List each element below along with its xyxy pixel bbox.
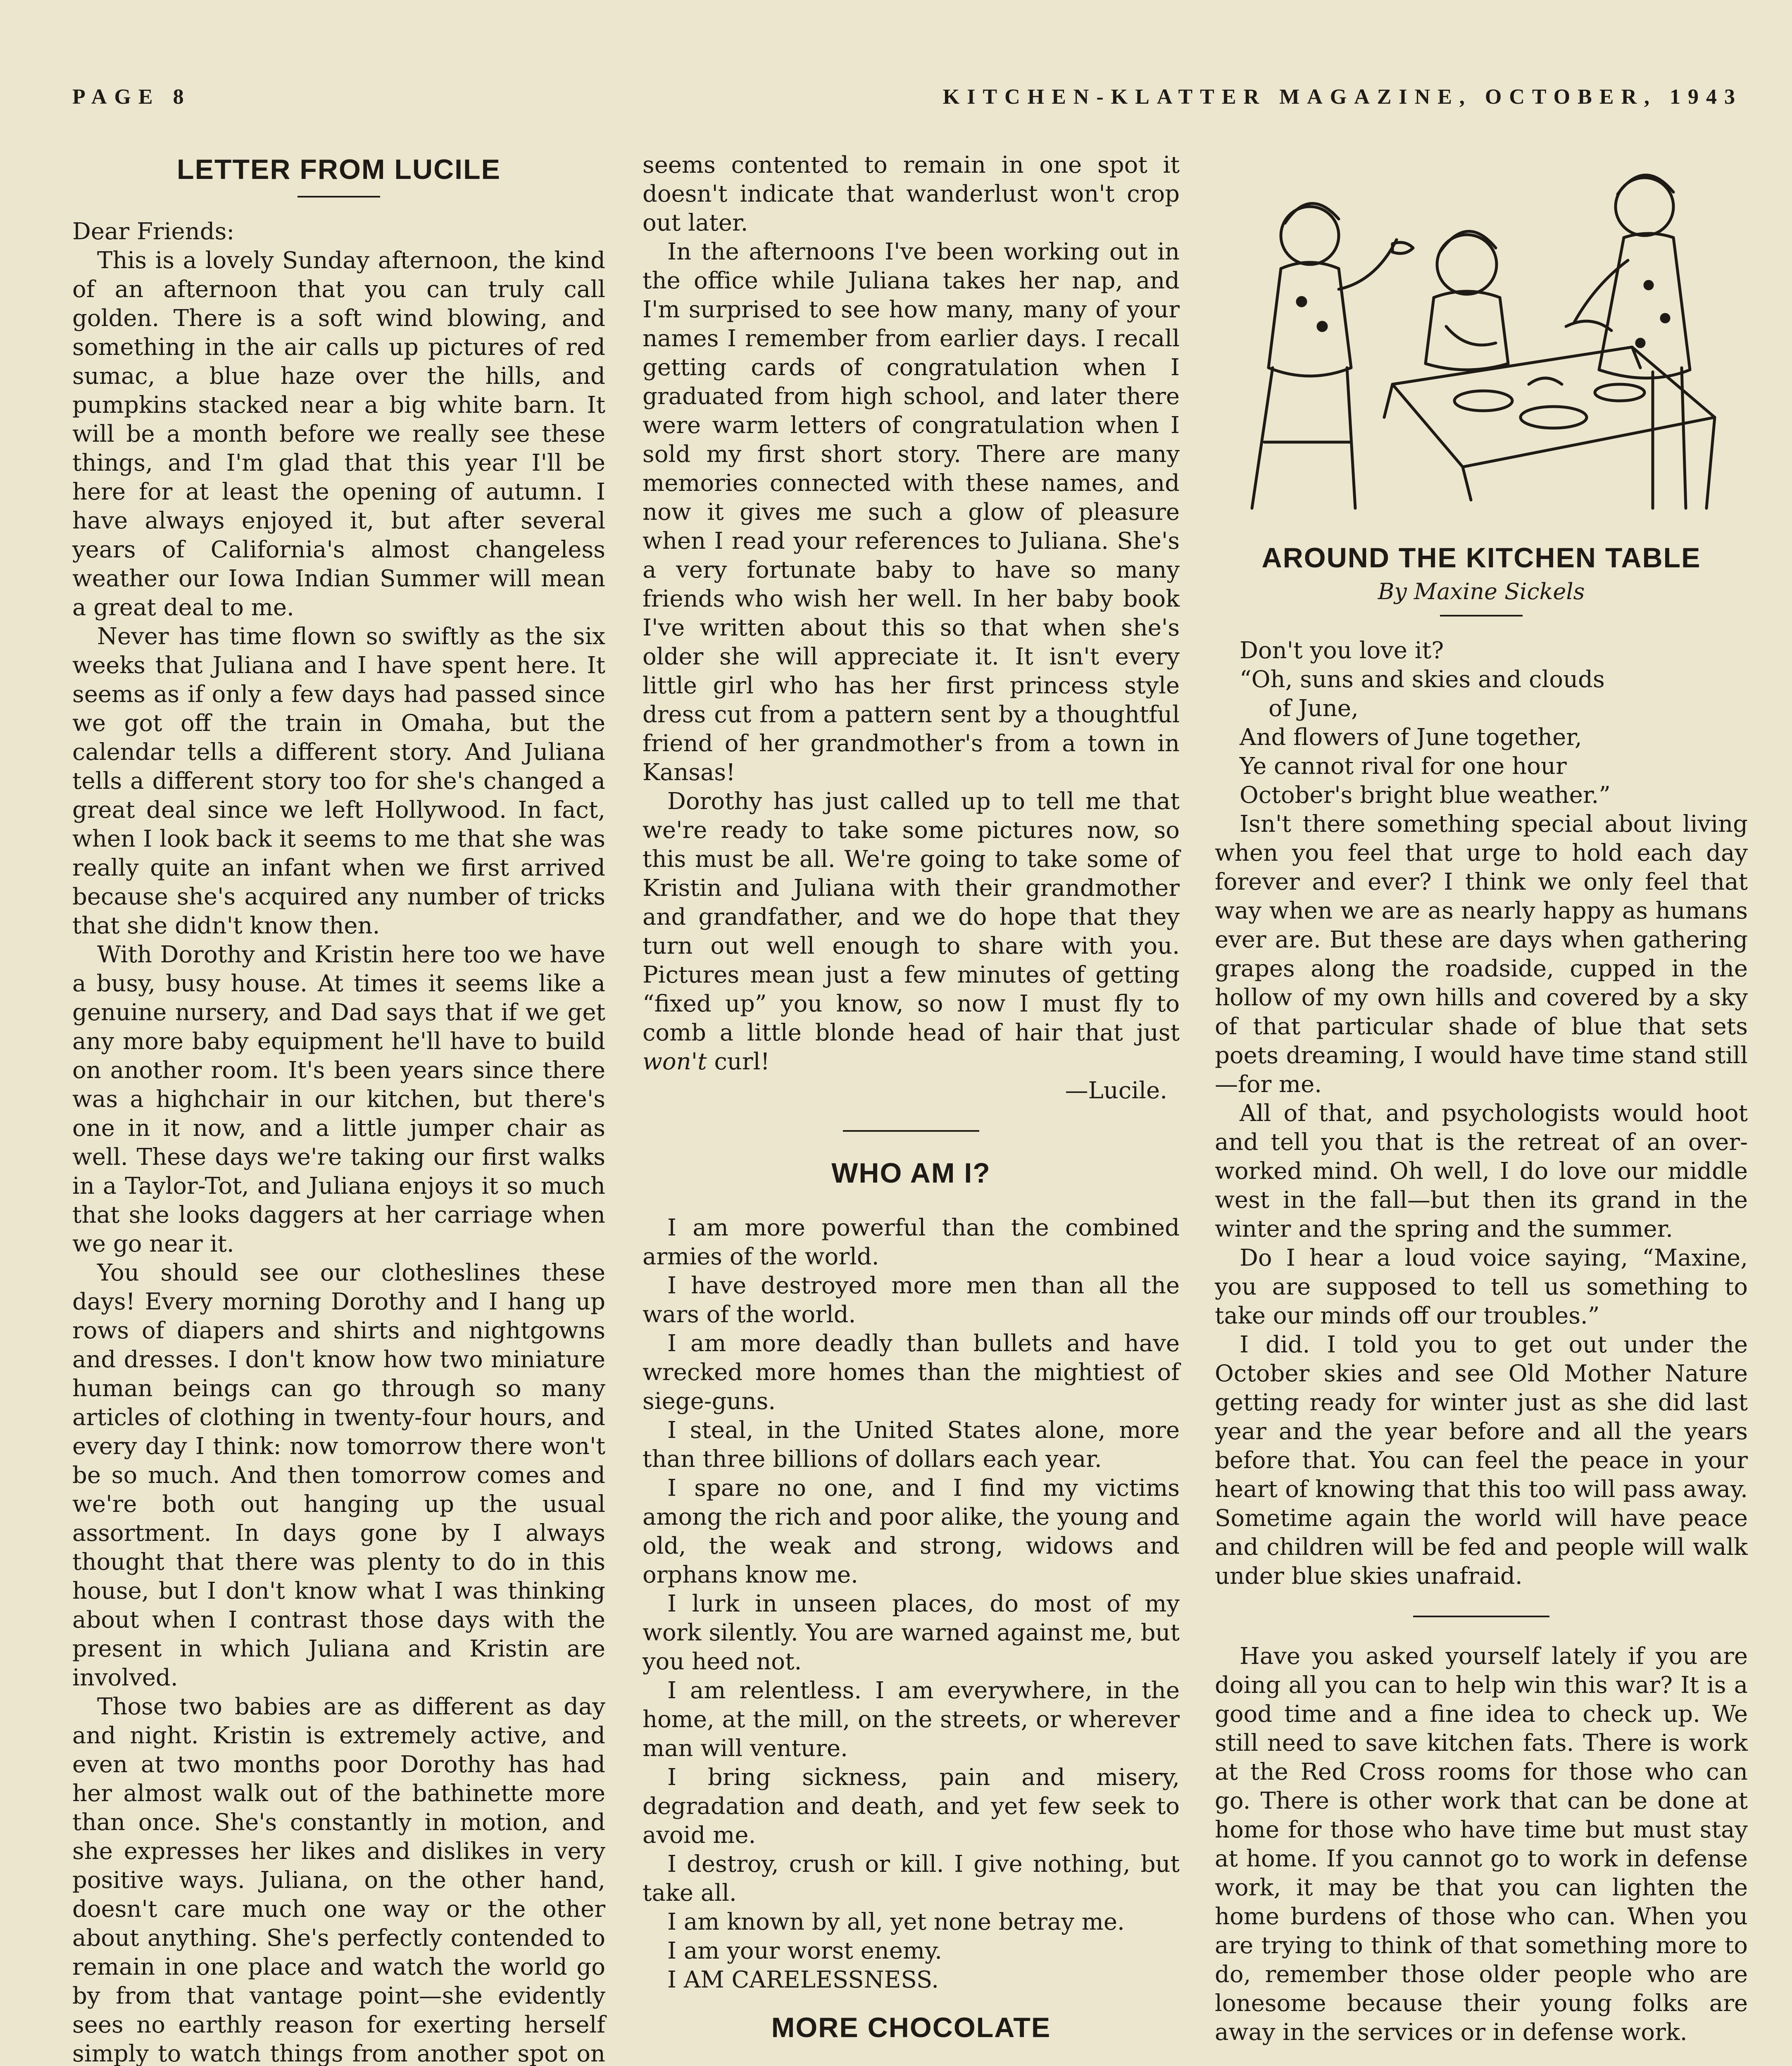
letter-paragraph: This is a lovely Sunday afternoon, the kind of an afternoon that you can truly call golden. There is a soft wind blowing, and something in the air calls up pictures of red sumac, a blue haze over the hills, and pumpkins stacked near a big white barn. It will be a month before we really see these things, and I'm glad that this year I'll be here for at least the opening of autumn. I have always enjoyed it, but after several years of California's almost changeless weather our Iowa Indian Summer will mean a great deal to me. [72, 247, 605, 621]
column-3 [1215, 153, 1748, 2066]
letter-paragraph: In the afternoons I've been working out in the office while Juliana takes her nap, and I'm surprised to see how many, many of your names I remember from earlier days. I recall getting cards of congratulation when I graduated from high school, and later there were warm letters of congratulation when I sold my first short story. There are many memories connected with these names, and now it gives me such a glow of pleasure when I read your references to Juliana. She's a very fortunate baby to have so many friends who wish her well. In her baby book I've written about this so that when she's older she will appreciate it. It isn't every little girl who has her first princess style dress cut from a pattern sent by a thoughtful friend of her grandmother's from a town in Kansas! [643, 238, 1180, 786]
who-am-i-answer: I AM CARELESSNESS. [667, 1966, 939, 1993]
who-am-i-line: I am relentless. I am everywhere, in the home, at the mill, on the streets, or wherever man will venture. [643, 1677, 1180, 1762]
who-am-i-line: I lurk in unseen places, do most of my work silently. You are warned against me, but you heed not. [643, 1590, 1180, 1675]
who-am-i-line: I am more powerful than the combined armies of the world. [643, 1214, 1180, 1270]
letter-paragraph: seems contented to remain in one spot it doesn't indicate that wanderlust won't crop out later. [643, 152, 1180, 236]
kitchen-table-paragraph: Do I hear a loud voice saying, “Maxine, you are supposed to tell us something to take our minds off our troubles.” [1215, 1245, 1748, 1329]
kitchen-table-title: AROUND THE KITCHEN TABLE [1261, 542, 1701, 574]
poem-line: Don't you love it? [1240, 637, 1444, 664]
letter-paragraph [643, 787, 1180, 1076]
who-am-i-line: I am your worst enemy. [667, 1937, 942, 1964]
publication-title: KITCHEN-KLATTER MAGAZINE, OCTOBER, 1943 [942, 85, 1742, 109]
who-am-i-line: I destroy, crush or kill. I give nothing, but take all. [643, 1851, 1180, 1907]
byline-rule [1440, 615, 1523, 616]
letter-paragraph: You should see our clotheslines these days! Every morning Dorothy and I hang up rows of diapers and shirts and nightgowns and dresses. I don't know how two miniature human beings can go through so many articles of clothing in twenty-four hours, and every day I think: now tomorrow there won't be so much. And then tomorrow comes and we're both out hanging up the usual assortment. In days gone by I always thought that there was plenty to do in this house, but I don't know what I was thinking about when I contrast those days with the present in which Juliana and Kristin are involved. [72, 1259, 605, 1691]
kitchen-table-paragraph: Have you asked yourself lately if you are doing all you can to help win this war? It is a good time and a fine idea to check up. We still need to save kitchen fats. There is work at the Red Cross rooms for those who can go. There is other work that can be done at home for those who have time but must stay at home. If you cannot go to work in defense work, it may be that you can lighten the home burdens of those who can. When you are trying to think of that something more to do, remember those older people who are lonesome because their young folks are away in the services or in defense work. [1215, 1643, 1748, 2046]
who-am-i-title: WHO AM I? [831, 1157, 991, 1189]
kitchen-table-paragraph: All of that, and psychologists would hoot and tell you that is the retreat of an over-worked mind. Oh well, I do love our middle west in the fall—but then its grand in the winter and the spring and the summer. [1215, 1100, 1748, 1242]
title-rule [297, 196, 380, 198]
letter-paragraph: With Dorothy and Kristin here too we have a busy, busy house. At times it seems like a genuine nursery, and Dad says that if we get any more baby equipment he'll have to build on another room. It's been years since there was a highchair in our kitchen, but there's one in it now, and a little jumper chair as well. These days we're taking our first walks in a Taylor-Tot, and Juliana enjoys it so much that she looks daggers at her carriage when we go near it. [72, 941, 605, 1257]
section-rule [843, 1130, 979, 1132]
who-am-i-line: I am known by all, yet none betray me. [667, 1909, 1125, 1935]
kitchen-table-illustration [1215, 153, 1748, 516]
section-rule [1413, 1616, 1549, 1617]
kitchen-table-paragraph: Isn't there something special about living when you feel that urge to hold each day forever and ever? I think we only feel that way when we are as nearly happy as humans ever are. But these are days when gathering grapes along the roadside, cupped in the hollow of my own hills and covered by a sky of that particular shade of blue that sets poets dreaming, I would have time stand still—for me. [1215, 811, 1748, 1098]
who-am-i-line: I spare no one, and I find my victims among the rich and poor alike, the young and old, the weak and strong, widows and orphans know me. [643, 1475, 1180, 1588]
letter-title: LETTER FROM LUCILE [177, 154, 501, 185]
letter-emphasis: won't [643, 1048, 707, 1075]
letter-salutation: Dear Friends: [72, 218, 235, 245]
who-am-i-line: I have destroyed more men than all the wars of the world. [643, 1272, 1180, 1328]
more-chocolate-title: MORE CHOCOLATE [771, 2012, 1051, 2043]
letter-closing-text: Dorothy has just called up to tell me that we're ready to take some pictures now, so this must be all. We're going to take some of Kristin and Juliana with their grandmother and grandfather, and we do hope that they turn out well enough to share with you. Pictures mean just a few minutes of getting “fixed up” you know, so now I must fly to comb a little blonde head of hair that just [643, 788, 1180, 1046]
page-number: PAGE 8 [72, 85, 191, 109]
kitchen-table-paragraph: I did. I told you to get out under the October skies and see Old Mother Nature getting ready for winter just as she did last year and the year before and all the years before that. You can feel the peace in your heart of knowing that this too will pass away. Sometime again the world will have peace and children will be fed and people will walk under blue skies unafraid. [1215, 1331, 1748, 1590]
poem-line: October's bright blue weather.” [1240, 782, 1611, 809]
poem-line: of June, [1268, 695, 1359, 722]
letter-paragraph: Those two babies are as different as day and night. Kristin is extremely active, and even at two months poor Dorothy has had her almost walk out of the bathinette more than once. She's constantly in motion, and she expresses her likes and dislikes in very positive ways. Juliana, on the other hand, doesn't care much one way or the other about anything. She's perfectly contended to remain in one place and watch the world go by from that vantage point—she evidently sees no earthly reason for exerting herself simply to watch things from another spot on [72, 1693, 605, 2066]
who-am-i-line: I steal, in the United States alone, more than three billions of dollars each year. [643, 1417, 1180, 1473]
poem-line: “Oh, suns and skies and clouds [1240, 666, 1605, 693]
letter-signoff: —Lucile. [1065, 1077, 1167, 1104]
poem-line: Ye cannot rival for one hour [1240, 753, 1567, 780]
letter-closing-end: curl! [714, 1048, 770, 1075]
column-1 [72, 153, 605, 2066]
column-2 [643, 151, 1180, 2066]
letter-paragraph: Never has time flown so swiftly as the six weeks that Juliana and I have spent here. It seems as if only a few days had passed since we got off the train in Omaha, but the calendar tells a different story. And Juliana tells a different story too for she's changed a great deal since we left Hollywood. In fact, when I look back it seems to me that she was really quite an infant when we first arrived because she's acquired any number of tricks that she didn't know then. [72, 623, 605, 939]
kitchen-table-byline: By Maxine Sickels [1378, 578, 1585, 605]
poem [1215, 636, 1748, 810]
who-am-i-line: I am more deadly than bullets and have wrecked more homes than the mightiest of siege-guns. [643, 1330, 1180, 1415]
poem-line: And flowers of June together, [1240, 724, 1582, 751]
who-am-i-line: I bring sickness, pain and misery, degradation and death, and yet few seek to avoid me. [643, 1764, 1180, 1849]
